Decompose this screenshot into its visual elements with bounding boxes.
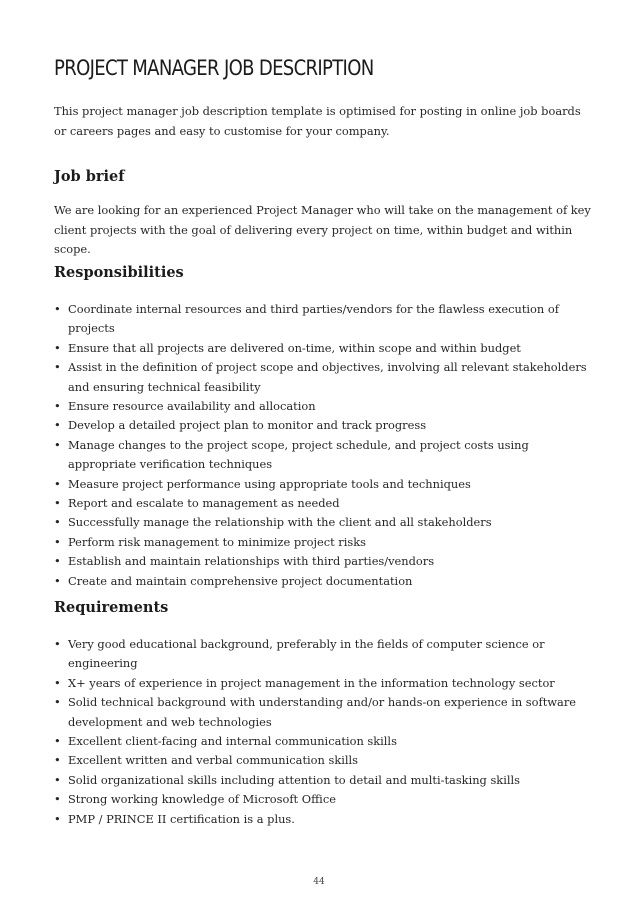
list-item: • Solid technical background with understanding and/or hands-on experience in software development and web technologies [54,695,577,729]
list-item: • Assist in the definition of project scope and objectives, involving all relevant stakeholders and ensuring technical feasibility [54,360,587,394]
bullet-icon: • [54,360,61,375]
bullet-icon: • [54,418,61,433]
list-item: • X+ years of experience in project management in the information technology sector [54,674,594,693]
bullet-icon: • [54,753,61,768]
list-item: • Report and escalate to management as needed [54,494,594,513]
page-number: 44 [313,877,325,887]
bullet-icon: • [54,496,61,511]
list-item: • Excellent client-facing and internal communication skills [54,732,594,751]
bullet-icon: • [54,302,61,316]
bullet-icon: • [54,675,61,690]
list-item: • Ensure that all projects are delivered on-time, within scope and within budget [54,339,594,358]
list-item: • Perform risk management to minimize project risks [54,533,594,552]
bullet-icon: • [54,476,61,491]
list-item: • Ensure resource availability and allocation [54,397,594,416]
list-item: • Develop a detailed project plan to monitor and track progress [54,416,594,435]
list-item: • Solid organizational skills including attention to detail and multi-tasking skills [54,771,594,790]
bullet-icon: • [54,399,61,414]
list-item: • Strong working knowledge of Microsoft Office [54,790,594,809]
bullet-icon: • [54,695,61,710]
list-item: • Manage changes to the project scope, project schedule, and project costs using appropriate verification techniques [54,437,529,472]
page-title: PROJECT MANAGER JOB DESCRIPTION [54,56,374,80]
bullet-icon: • [54,515,61,530]
responsibilities-heading: Responsibilities [54,264,184,281]
job-brief-heading: Job brief [54,168,125,185]
bullet-icon: • [54,792,61,807]
bullet-icon: • [54,772,61,787]
bullet-icon: • [54,534,61,549]
intro-paragraph: This project manager job description template is optimised for posting in online job boards or careers pages and easy to customise for your company. [54,104,581,138]
bullet-icon: • [54,437,61,452]
list-item: • Successfully manage the relationship with the client and all stakeholders [54,513,594,532]
requirements-heading: Requirements [54,599,169,616]
list-item: • Measure project performance using appropriate tools and techniques [54,475,594,494]
job-brief-text: We are looking for an experienced Project Manager who will take on the management of key client projects with the goal of delivering every project on time, within budget and within scope. [54,203,591,256]
requirements-list [54,635,594,829]
bullet-icon: • [54,811,61,826]
list-item: • Coordinate internal resources and third parties/vendors for the flawless execution of projects [54,302,559,336]
bullet-icon: • [54,637,61,651]
list-item: • Excellent written and verbal communication skills [54,751,594,770]
bullet-icon: • [54,554,61,569]
bullet-icon: • [54,734,61,749]
list-item: • Create and maintain comprehensive project documentation [54,572,594,591]
list-item: • Very good educational background, preferably in the fields of computer science or engineering [54,637,545,671]
list-item: • PMP / PRINCE II certification is a plus. [54,810,594,829]
bullet-icon: • [54,340,61,355]
list-item: • Establish and maintain relationships with third parties/vendors [54,552,594,571]
responsibilities-list [54,300,594,591]
bullet-icon: • [54,573,61,588]
